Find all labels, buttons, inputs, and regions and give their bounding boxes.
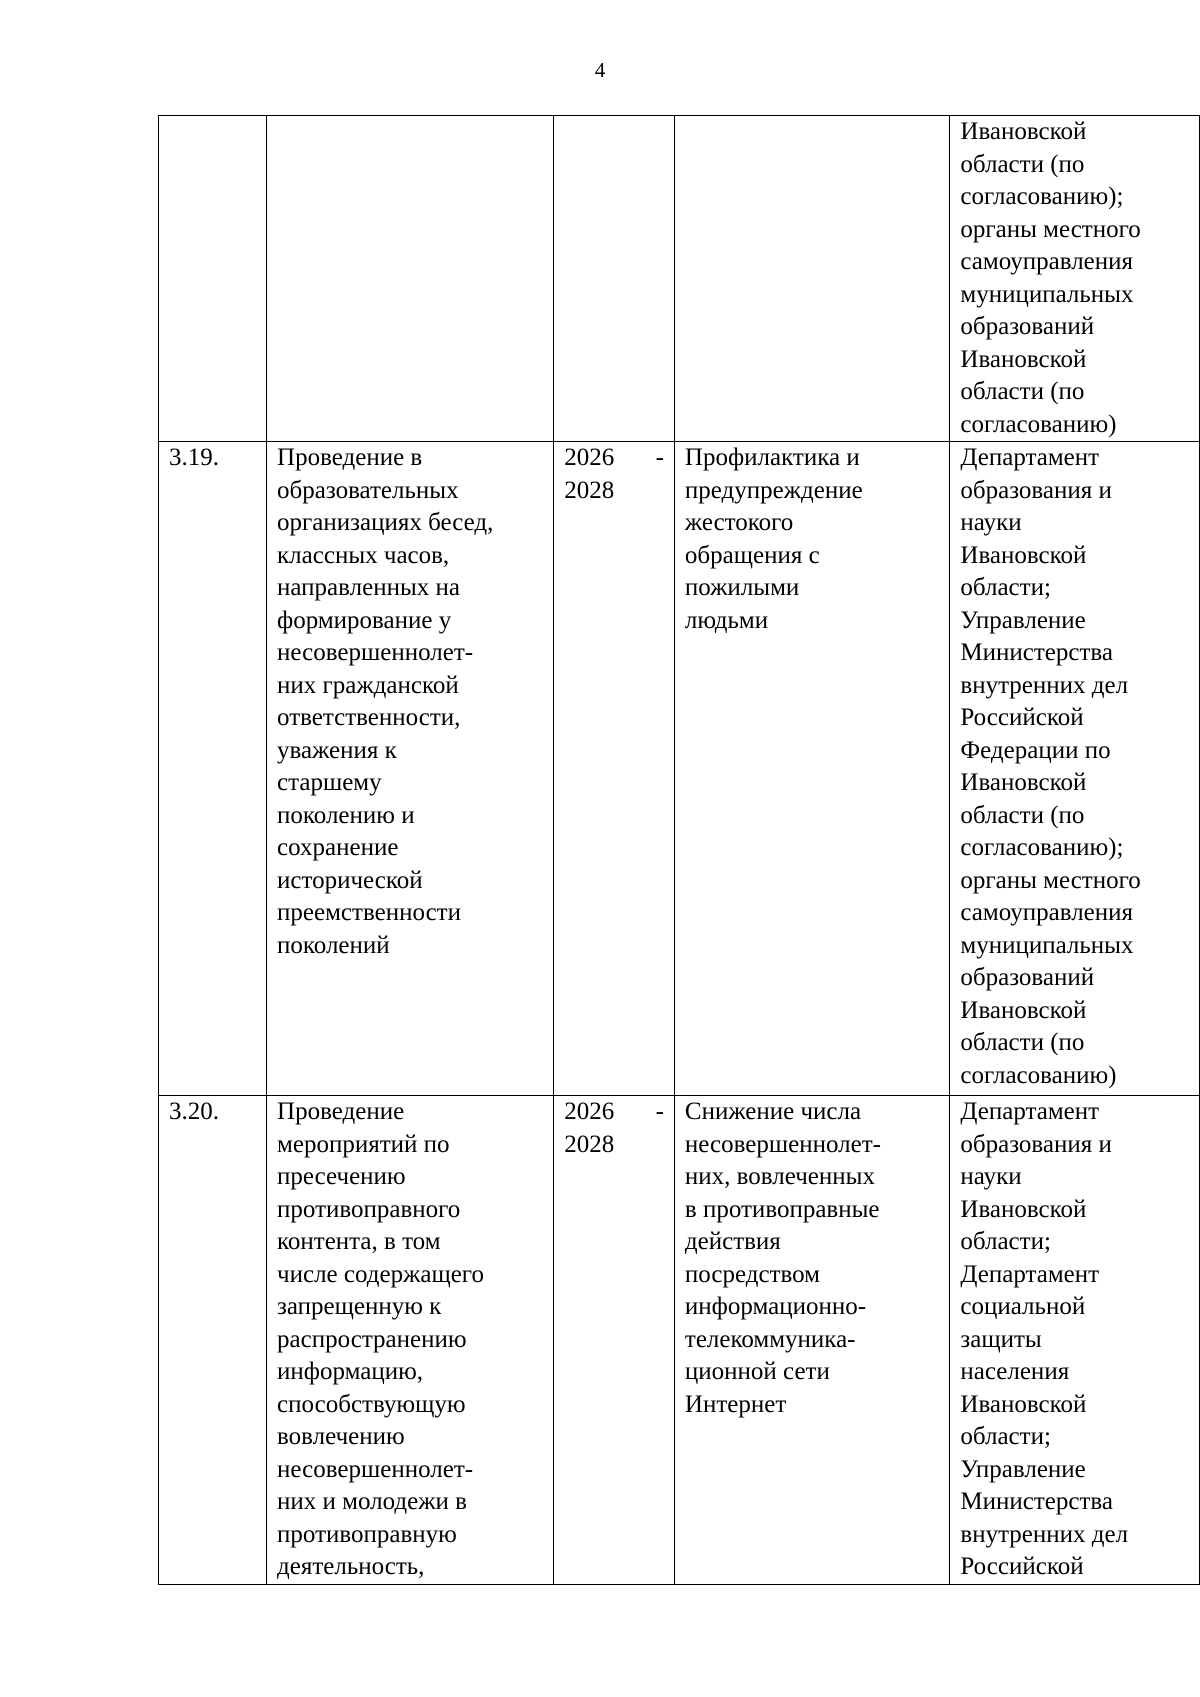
page-number: 4 <box>594 58 606 82</box>
period-cell: 2026 - 2028 <box>554 442 675 1096</box>
period-cell: 2026 - 2028 <box>554 1096 675 1585</box>
period-cell <box>554 116 675 442</box>
row-number-cell <box>159 116 267 442</box>
responsible-cell: Департамент образования и науки Ивановской области; Управление Министерства внутренних дел Российской Федерации по Ивановской области (по согласованию); органы местного самоуправления муниципальных образований Ивановской области (по согласованию) <box>950 442 1200 1096</box>
row-number-cell: 3.19. <box>159 442 267 1096</box>
activity-cell <box>267 116 554 442</box>
activity-cell: Проведение в образовательных организациях бесед, классных часов, направленных на формирование у несовершеннолет- них гражданской ответственности, уважения к старшему поколению и сохранение исторической преемственности поколений <box>267 442 554 1096</box>
responsible-cell: Ивановской области (по согласованию); органы местного самоуправления муниципальных образований Ивановской области (по согласованию) <box>950 116 1200 442</box>
table-row <box>159 116 1200 442</box>
activity-cell: Проведение мероприятий по пресечению противоправного контента, в том числе содержащего запрещенную к распространению информацию, способствующую вовлечению несовершеннолет- них и молодежи в противоправную деятельность, <box>267 1096 554 1585</box>
result-cell <box>674 116 949 442</box>
row-number-cell: 3.20. <box>159 1096 267 1585</box>
table-row <box>159 442 1200 1096</box>
table-row <box>159 1096 1200 1585</box>
responsible-cell: Департамент образования и науки Ивановской области; Департамент социальной защиты населения Ивановской области; Управление Министерства внутренних дел Российской <box>950 1096 1200 1585</box>
result-cell: Снижение числа несовершеннолет- них, вовлеченных в противоправные действия посредством информационно- телекоммуника- ционной сети Интернет <box>674 1096 949 1585</box>
result-cell: Профилактика и предупреждение жестокого обращения с пожилыми людьми <box>674 442 949 1096</box>
measures-table <box>158 115 1200 1585</box>
